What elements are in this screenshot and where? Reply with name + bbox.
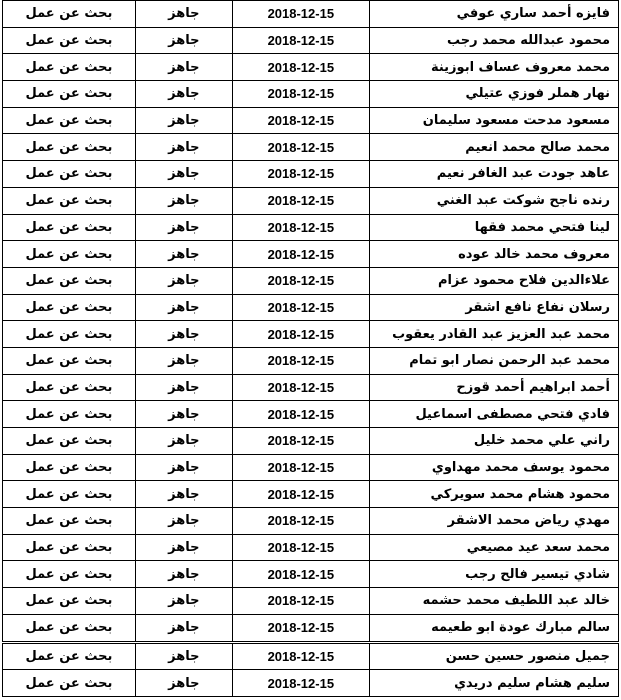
records-table [2, 0, 619, 697]
status-cell: جاهز [135, 81, 232, 108]
reason-cell: بحث عن عمل [3, 54, 136, 81]
applicant-name-cell: شادي تيسير فالح رجب [369, 561, 618, 588]
applicant-name-cell: معروف محمد خالد عوده [369, 241, 618, 268]
status-cell: جاهز [135, 161, 232, 188]
date-cell: 2018-12-15 [232, 81, 369, 108]
reason-cell: بحث عن عمل [3, 347, 136, 374]
reason-cell: بحث عن عمل [3, 534, 136, 561]
status-cell: جاهز [135, 54, 232, 81]
date-cell: 2018-12-15 [232, 588, 369, 615]
reason-cell: بحث عن عمل [3, 374, 136, 401]
table-row [3, 670, 619, 697]
status-cell: جاهز [135, 588, 232, 615]
date-cell: 2018-12-15 [232, 454, 369, 481]
date-cell: 2018-12-15 [232, 642, 369, 670]
applicant-name-cell: عاهد جودت عبد الغافر نعيم [369, 161, 618, 188]
date-cell: 2018-12-15 [232, 294, 369, 321]
reason-cell: بحث عن عمل [3, 508, 136, 535]
date-cell: 2018-12-15 [232, 267, 369, 294]
date-cell: 2018-12-15 [232, 401, 369, 428]
table-row [3, 642, 619, 670]
applicant-name-cell: فادي فتحي مصطفى اسماعيل [369, 401, 618, 428]
applicant-name-cell: محمد عبد الرحمن نصار ابو تمام [369, 347, 618, 374]
table-row [3, 561, 619, 588]
date-cell: 2018-12-15 [232, 347, 369, 374]
status-cell: جاهز [135, 241, 232, 268]
table-row [3, 214, 619, 241]
status-cell: جاهز [135, 214, 232, 241]
date-cell: 2018-12-15 [232, 27, 369, 54]
reason-cell: بحث عن عمل [3, 428, 136, 455]
date-cell: 2018-12-15 [232, 561, 369, 588]
status-cell: جاهز [135, 347, 232, 374]
applicant-name-cell: خالد عبد اللطيف محمد حشمه [369, 588, 618, 615]
date-cell: 2018-12-15 [232, 187, 369, 214]
table-row [3, 614, 619, 642]
table-row [3, 508, 619, 535]
date-cell: 2018-12-15 [232, 1, 369, 28]
status-cell: جاهز [135, 401, 232, 428]
status-cell: جاهز [135, 321, 232, 348]
applicant-name-cell: راني علي محمد خليل [369, 428, 618, 455]
reason-cell: بحث عن عمل [3, 614, 136, 642]
reason-cell: بحث عن عمل [3, 1, 136, 28]
status-cell: جاهز [135, 428, 232, 455]
date-cell: 2018-12-15 [232, 134, 369, 161]
status-cell: جاهز [135, 508, 232, 535]
table-row [3, 374, 619, 401]
date-cell: 2018-12-15 [232, 481, 369, 508]
applicant-name-cell: جميل منصور حسين حسن [369, 642, 618, 670]
table-row [3, 347, 619, 374]
reason-cell: بحث عن عمل [3, 321, 136, 348]
applicant-name-cell: محمد عبد العزيز عبد القادر يعقوب [369, 321, 618, 348]
table-row [3, 481, 619, 508]
reason-cell: بحث عن عمل [3, 294, 136, 321]
table-row [3, 588, 619, 615]
applicant-name-cell: رسلان نفاع نافع اشقر [369, 294, 618, 321]
table-row [3, 454, 619, 481]
reason-cell: بحث عن عمل [3, 642, 136, 670]
status-cell: جاهز [135, 107, 232, 134]
date-cell: 2018-12-15 [232, 54, 369, 81]
applicant-name-cell: رنده ناجح شوكت عبد الغني [369, 187, 618, 214]
status-cell: جاهز [135, 294, 232, 321]
table-row [3, 27, 619, 54]
status-cell: جاهز [135, 481, 232, 508]
table-row [3, 134, 619, 161]
table-row [3, 401, 619, 428]
applicant-name-cell: محمد معروف عساف ابوزينة [369, 54, 618, 81]
reason-cell: بحث عن عمل [3, 481, 136, 508]
applicant-name-cell: محمود يوسف محمد مهداوي [369, 454, 618, 481]
table-row [3, 187, 619, 214]
date-cell: 2018-12-15 [232, 670, 369, 697]
table-row [3, 267, 619, 294]
status-cell: جاهز [135, 614, 232, 642]
status-cell: جاهز [135, 267, 232, 294]
table-row [3, 321, 619, 348]
applicant-name-cell: مسعود مدحت مسعود سليمان [369, 107, 618, 134]
status-cell: جاهز [135, 374, 232, 401]
reason-cell: بحث عن عمل [3, 134, 136, 161]
status-cell: جاهز [135, 534, 232, 561]
status-cell: جاهز [135, 670, 232, 697]
date-cell: 2018-12-15 [232, 214, 369, 241]
reason-cell: بحث عن عمل [3, 107, 136, 134]
table-row [3, 107, 619, 134]
table-row [3, 534, 619, 561]
reason-cell: بحث عن عمل [3, 670, 136, 697]
applicant-name-cell: محمود عبدالله محمد رجب [369, 27, 618, 54]
date-cell: 2018-12-15 [232, 321, 369, 348]
reason-cell: بحث عن عمل [3, 401, 136, 428]
status-cell: جاهز [135, 561, 232, 588]
applicant-name-cell: علاءالدين فلاح محمود عزام [369, 267, 618, 294]
table-row [3, 54, 619, 81]
table-row [3, 161, 619, 188]
table-row [3, 241, 619, 268]
status-cell: جاهز [135, 454, 232, 481]
applicant-name-cell: سالم مبارك عودة ابو طعيمه [369, 614, 618, 642]
reason-cell: بحث عن عمل [3, 81, 136, 108]
table-row [3, 1, 619, 28]
date-cell: 2018-12-15 [232, 107, 369, 134]
reason-cell: بحث عن عمل [3, 241, 136, 268]
applicant-name-cell: سليم هشام سليم دريدي [369, 670, 618, 697]
reason-cell: بحث عن عمل [3, 454, 136, 481]
date-cell: 2018-12-15 [232, 241, 369, 268]
reason-cell: بحث عن عمل [3, 561, 136, 588]
status-cell: جاهز [135, 1, 232, 28]
date-cell: 2018-12-15 [232, 534, 369, 561]
status-cell: جاهز [135, 27, 232, 54]
date-cell: 2018-12-15 [232, 508, 369, 535]
status-cell: جاهز [135, 187, 232, 214]
reason-cell: بحث عن عمل [3, 161, 136, 188]
applicant-name-cell: محمد سعد عيد مصيعي [369, 534, 618, 561]
applicant-name-cell: محمود هشام محمد سويركي [369, 481, 618, 508]
applicant-name-cell: أحمد ابراهيم أحمد قوزح [369, 374, 618, 401]
status-cell: جاهز [135, 134, 232, 161]
records-table-body [3, 1, 619, 697]
applicant-name-cell: نهار هملر فوزي عتيلي [369, 81, 618, 108]
table-row [3, 81, 619, 108]
applicant-name-cell: مهدي رياض محمد الاشقر [369, 508, 618, 535]
table-row [3, 294, 619, 321]
reason-cell: بحث عن عمل [3, 27, 136, 54]
date-cell: 2018-12-15 [232, 374, 369, 401]
table-row [3, 428, 619, 455]
applicant-name-cell: محمد صالح محمد انعيم [369, 134, 618, 161]
status-cell: جاهز [135, 642, 232, 670]
applicant-name-cell: لينا فتحي محمد فقها [369, 214, 618, 241]
reason-cell: بحث عن عمل [3, 187, 136, 214]
applicant-name-cell: فايزه أحمد ساري عوفي [369, 1, 618, 28]
date-cell: 2018-12-15 [232, 161, 369, 188]
reason-cell: بحث عن عمل [3, 214, 136, 241]
date-cell: 2018-12-15 [232, 428, 369, 455]
date-cell: 2018-12-15 [232, 614, 369, 642]
reason-cell: بحث عن عمل [3, 588, 136, 615]
reason-cell: بحث عن عمل [3, 267, 136, 294]
